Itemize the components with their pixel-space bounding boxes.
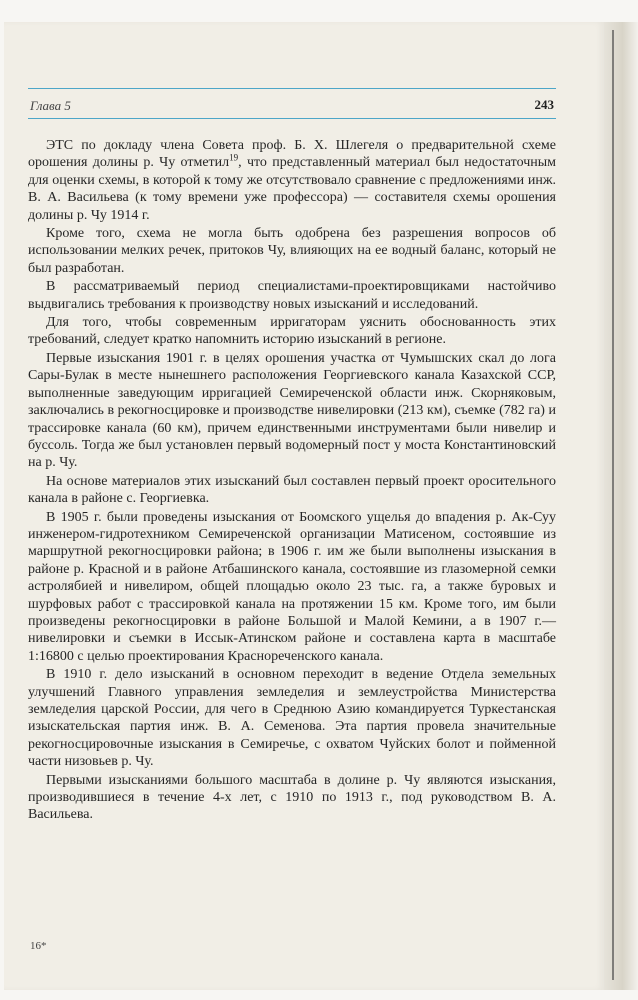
body-text [28, 137, 556, 825]
paragraph-2: Кроме того, схема не могла быть одобрена без разрешения вопросов об использовании мелких речек, притоков Чу, влияющих на ее водный баланс, который не был разработан. [28, 226, 556, 276]
paragraph-9: Первыми изысканиями большого масштаба в долине р. Чу являются изыскания, производившиеся в течение 4-х лет, с 1910 по 1913 г., под руководством В. А. Васильева. [28, 772, 556, 823]
paragraph-6: На основе материалов этих изысканий был составлен первый проект оросительного канала в районе с. Георгиевка. [28, 473, 556, 507]
header-rule-bottom [28, 118, 556, 119]
page-number: 243 [534, 97, 554, 112]
paragraph-1-text-after: , что представленный материал был недостаточным для оценки схемы, в которой к тому же отсутствовало сравнение с предложениями инж. В. А. Васильева (к тому времени уже профессора) — составителя схемы орошения долины р. Чу 1914 г. [28, 155, 557, 223]
paragraph-4: Для того, чтобы современным ирригаторам уяснить обоснованность этих требований, следует кратко напомнить историю изысканий в регионе. [28, 315, 556, 348]
printer-signature: 16* [30, 940, 47, 952]
book-gutter [604, 22, 638, 990]
running-head: Глава 5 [30, 98, 71, 113]
paragraph-1-text: ЭТС по докладу члена Совета проф. Б. Х. Шлегеля о предварительной схеме орошения долины р. Чу отметил [28, 138, 556, 171]
paragraph-8: В 1910 г. дело изысканий в основном переходит в ведение Отдела земельных улучшений Главного управления земледелия и землеустройства Министерства земледелия царской России, для чего в Среднюю Азию командируется Туркестанская изыскательская партия инж. В. А. Семенова. Эта партия провела значительные рекогносцировочные изыскания в Семиречье, с охватом Чуйских болот и пойменной части низовьев р. Чу. [28, 667, 556, 770]
paragraph-7: В 1905 г. были проведены изыскания от Боомского ущелья до впадения р. Ак-Суу инженером-гидротехником Семиреченской организации Матисеном, состоявшие из маршрутной рекогносцировки района; в 1906 г. им же были выполнены изыскания в районе р. Красной и в районе Атбашинского канала, состоявшие из глазомерной семки астролябией и нивелиром, общей площадью около 23 тыс. га, а также буровых и шурфовых работ с трассировкой канала на протяжении 15 км. Кроме того, им были произведены рекогносцировки в районе Большой и Малой Кемини, а в 1907 г.— нивелировки и съемки в Иссык-Атинском районе и составлена карта в масштабе 1:16800 с целью проектирования Краснореченского канала. [28, 509, 556, 664]
paragraph-3: В рассматриваемый период специалистами-проектировщиками настойчиво выдвигались требования к производству новых изысканий и исследований. [28, 279, 556, 312]
footnote-ref: 19 [229, 152, 239, 163]
gutter-shadow-line [612, 30, 614, 980]
paragraph-5: Первые изыскания 1901 г. в целях орошения участка от Чумышских скал до лога Сары-Булак в месте нынешнего расположения Георгиевского канала Казахской ССР, выполненные заведующим ирригацией Семиреченской области инж. Скорняковым, заключались в рекогносцировке и производстве нивелировки (213 км), съемке (782 га) и трассировке канала (60 км), причем единственными инструментами были нивелир и буссоль. Тогда же был установлен первый водомерный пост у моста Константиновский на р. Чу. [28, 350, 556, 471]
paragraph-1 [28, 137, 556, 224]
header-rule-top [28, 88, 556, 89]
